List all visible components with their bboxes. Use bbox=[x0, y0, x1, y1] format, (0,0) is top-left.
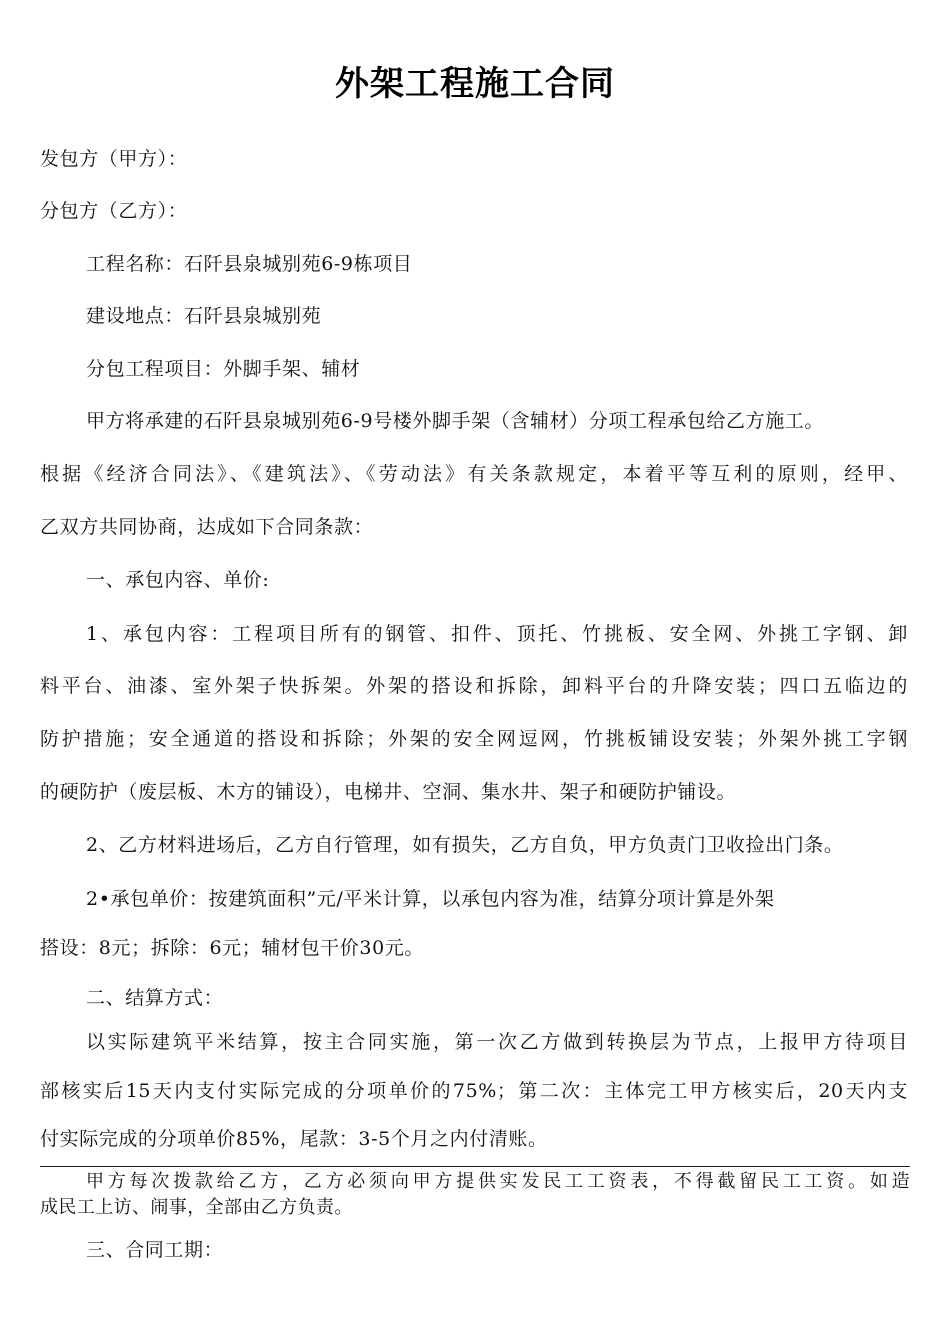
section-3-heading: 三、合同工期： bbox=[86, 1239, 224, 1261]
wage-note-line-2: 成民工上访、闹事，全部由乙方负责。 bbox=[40, 1197, 353, 1218]
clause-1-line-2: 料平台、油漆、室外架子快拆架。外架的搭设和拆除，卸料平台的升降安装；四口五临边的 bbox=[40, 675, 908, 697]
contract-title: 外架工程施工合同 bbox=[335, 64, 615, 104]
clause-2-line: 2、乙方材料进场后，乙方自行管理，如有损失，乙方自负，甲方负责门卫收捡出门条。 bbox=[86, 834, 844, 856]
party-b-line: 分包方（乙方）： bbox=[40, 200, 188, 222]
sub-item-line: 分包工程项目：外脚手架、辅材 bbox=[86, 358, 361, 380]
intro-line-3: 乙双方共同协商，达成如下合同条款： bbox=[40, 516, 374, 538]
wage-note-line-1: 甲方每次拨款给乙方，乙方必须向甲方提供实发民工工资表，不得截留民工工资。如造 bbox=[86, 1171, 910, 1192]
clause-1-line-1: 1、承包内容：工程项目所有的钢管、扣件、顶托、竹挑板、安全网、外挑工字钢、卸 bbox=[86, 623, 908, 645]
project-name-line: 工程名称：石阡县泉城别苑6-9栋项目 bbox=[86, 253, 413, 275]
clause-1-line-4: 的硬防护（废层板、木方的铺设），电梯井、空洞、集水井、架子和硬防护铺设。 bbox=[40, 781, 737, 803]
section-1-heading: 一、承包内容、单价: bbox=[86, 569, 270, 591]
party-a-line: 发包方（甲方）： bbox=[40, 148, 188, 170]
settlement-line-1: 以实际建筑平米结算，按主合同实施，第一次乙方做到转换层为节点，上报甲方待项目 bbox=[86, 1031, 908, 1053]
settlement-line-3: 付实际完成的分项单价85%，尾款：3-5个月之内付清账。 bbox=[40, 1128, 548, 1150]
location-line: 建设地点：石阡县泉城别苑 bbox=[86, 305, 322, 327]
clause-1-line-3: 防护措施；安全通道的搭设和拆除；外架的安全网逗网，竹挑板铺设安装；外架外挑工字钢 bbox=[40, 728, 908, 750]
clause-3-line-1: 2•承包单价：按建筑面积”元/平米计算，以承包内容为准，结算分项计算是外架 bbox=[86, 888, 775, 910]
settlement-line-2: 部核实后15天内支付实际完成的分项单价的75%；第二次：主体完工甲方核实后，20天内支 bbox=[40, 1080, 908, 1102]
clause-3-line-2: 搭设：8元；拆除：6元；辅材包干价30元。 bbox=[40, 937, 424, 959]
intro-line-1: 甲方将承建的石阡县泉城别苑6-9号楼外脚手架（含辅材）分项工程承包给乙方施工。 bbox=[86, 410, 824, 432]
intro-line-2: 根据《经济合同法》、《建筑法》、《劳动法》有关条款规定，本着平等互利的原则，经甲、 bbox=[40, 463, 908, 485]
section-2-heading: 二、结算方式： bbox=[86, 987, 224, 1009]
divider-line bbox=[40, 1166, 910, 1167]
